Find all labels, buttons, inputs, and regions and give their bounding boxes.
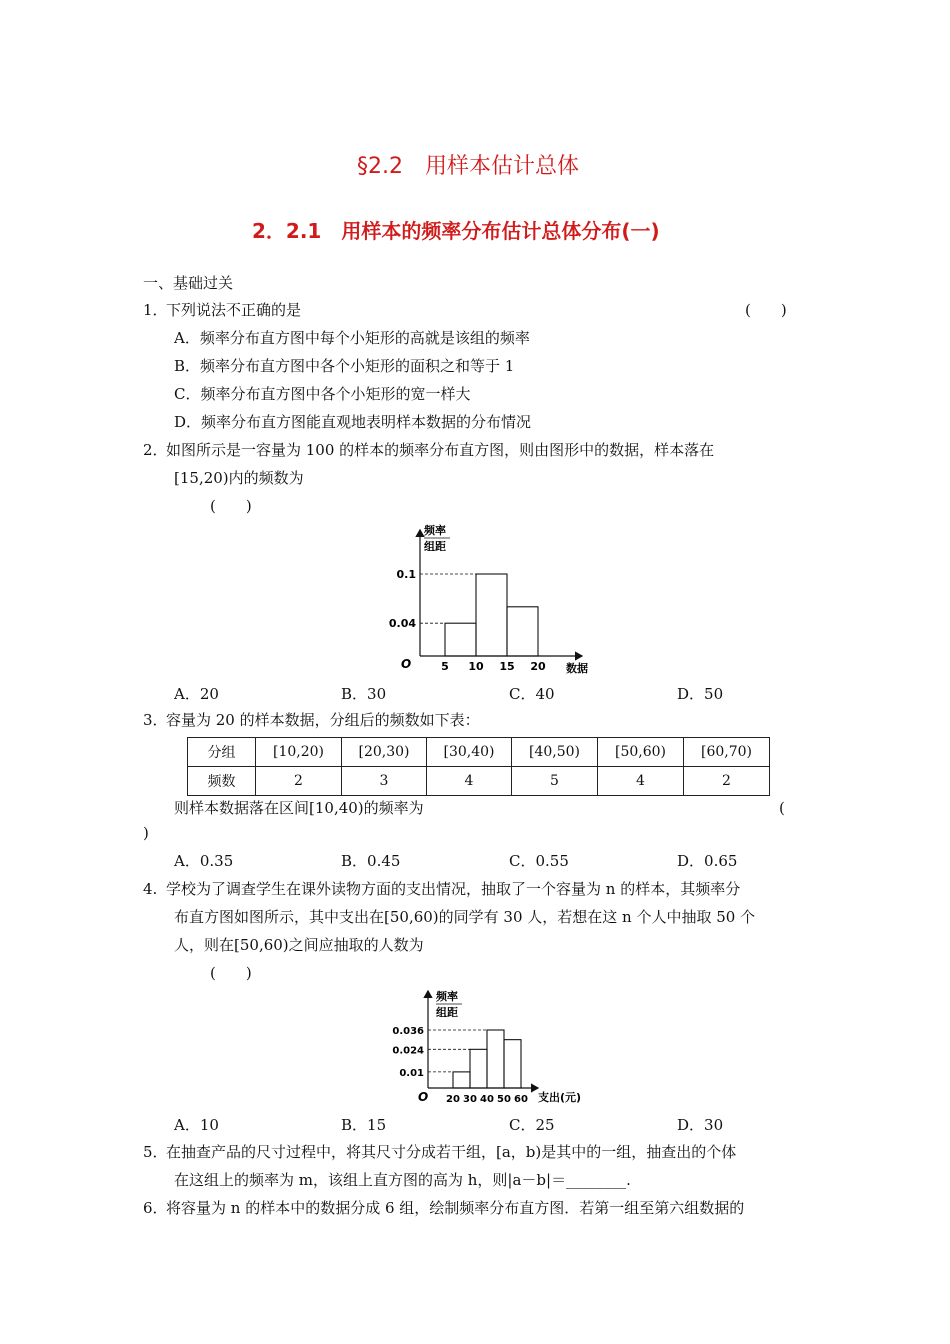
x-tick-label: 30 [463,1094,477,1105]
q2-stem-line1: 如图所示是一容量为 100 的样本的频率分布直方图，则由图形中的数据，样本落在 [166,441,715,459]
q3-option-a: A．0.35 [174,852,234,870]
q1-stem: 下列说法不正确的是 [166,301,302,319]
q4-stem-line1: 学校为了调查学生在课外读物方面的支出情况，抽取了一个容量为 n 的样本，其频率分 [166,880,741,898]
x-tick-label: 5 [441,660,449,673]
y-tick-label: 0.036 [392,1026,424,1037]
q4-option-b: B．15 [341,1116,387,1134]
table-cell: 3 [342,767,427,796]
q2-option-a: A．20 [174,685,219,703]
q5-number: 5． [143,1143,168,1161]
q3-option-d: D．0.65 [677,852,738,870]
q2-answer-bracket: ( ) [210,497,252,515]
q4-stem-line2: 布直方图如图所示，其中支出在[50,60)的同学有 30 人，若想在这 n 个人中抽取 50 个 [174,908,756,926]
q2-stem-line2: [15,20)内的频数为 [174,469,304,487]
q5-stem-line1: 在抽查产品的尺寸过程中，将其尺寸分成若干组，[a，b)是其中的一组，抽查出的个体 [166,1143,737,1161]
q1-option-b: B．频率分布直方图中各个小矩形的面积之和等于 1 [174,357,515,375]
histogram-chart-1 [380,518,600,678]
y-label-top: 频率 [436,990,458,1003]
histogram-bar [470,1049,487,1088]
histogram-bar [476,574,507,656]
y-tick-label: 0.024 [392,1045,424,1057]
q1-answer-bracket: ( ) [745,301,787,319]
q3-option-b: B．0.45 [341,852,401,870]
table-cell: [10,20) [256,738,342,767]
table-cell: 2 [684,767,770,796]
q3-after-text: 则样本数据落在区间[10,40)的频率为 [174,799,424,817]
q2-number: 2． [143,441,168,459]
q1-option-c: C．频率分布直方图中各个小矩形的宽一样大 [174,385,471,403]
x-tick-label: 20 [530,660,546,673]
x-tick-label: 10 [468,660,484,673]
q6-number: 6． [143,1199,168,1217]
table-cell: [40,50) [512,738,598,767]
q3-number: 3． [143,711,168,729]
q3-option-c: C．0.55 [509,852,569,870]
q4-number: 4. [143,880,158,898]
x-tick-label: 50 [497,1094,511,1105]
table-cell: [50,60) [598,738,684,767]
table-cell: [20,30) [342,738,427,767]
q4-stem-line3: 人，则在[50,60)之间应抽取的人数为 [174,936,424,954]
x-tick-label: 60 [514,1094,528,1105]
histogram-bar [487,1030,504,1088]
section-heading: 一、基础过关 [143,274,234,292]
histogram-bar [507,607,538,656]
table-row-header [188,738,770,767]
histogram-bar [504,1040,521,1088]
x-axis-label: 数据 [566,662,588,675]
histogram-bar [445,623,476,656]
table-cell: 频数 [188,767,256,796]
q2-option-b: B．30 [341,685,387,703]
q3-bracket-open: ( [779,799,785,817]
x-tick-label: 20 [446,1094,460,1105]
q2-option-c: C．40 [509,685,555,703]
q5-stem-line2: 在这组上的频率为 m，该组上直方图的高为 h，则|a－b|＝________. [174,1171,631,1189]
table-cell: 5 [512,767,598,796]
x-tick-label: 15 [499,660,515,673]
q4-answer-bracket: ( ) [210,964,252,982]
table-row-counts [188,767,770,796]
histogram-chart-2 [378,983,608,1113]
page-title: §2.2 用样本估计总体 [357,154,579,179]
q2-option-d: D．50 [677,685,724,703]
q3-bracket-close: ) [143,824,149,842]
q1-number: 1． [143,301,168,319]
q6-stem-line1: 将容量为 n 的样本中的数据分成 6 组，绘制频率分布直方图．若第一组至第六组数据的 [166,1199,745,1217]
section-subtitle: 2．2.1 用样本的频率分布估计总体分布(一) [252,219,660,243]
y-tick-label: 0.1 [396,568,416,581]
q4-option-d: D．30 [677,1116,724,1134]
x-tick-label: 40 [480,1094,494,1105]
table-cell: 2 [256,767,342,796]
y-tick-label: 0.04 [388,617,416,631]
q1-option-a: A．频率分布直方图中每个小矩形的高就是该组的频率 [174,329,530,347]
y-label-bottom: 组距 [436,1006,458,1019]
origin-label: O [401,657,412,671]
table-cell: 4 [598,767,684,796]
table-cell: [60,70) [684,738,770,767]
histogram-bar [453,1072,470,1088]
frequency-table [187,737,770,796]
q4-option-a: A．10 [174,1116,219,1134]
origin-label: O [418,1090,429,1104]
table-cell: 4 [427,767,512,796]
y-label-bottom: 组距 [424,540,446,553]
y-tick-label: 0.01 [399,1067,424,1079]
table-cell: 分组 [188,738,256,767]
q1-option-d: D．频率分布直方图能直观地表明样本数据的分布情况 [174,413,532,431]
table-cell: [30,40) [427,738,512,767]
x-axis-label: 支出(元) [538,1091,582,1104]
y-label-top: 频率 [424,524,446,537]
q4-option-c: C．25 [509,1116,555,1134]
q3-stem: 容量为 20 的样本数据，分组后的频数如下表： [166,711,480,729]
